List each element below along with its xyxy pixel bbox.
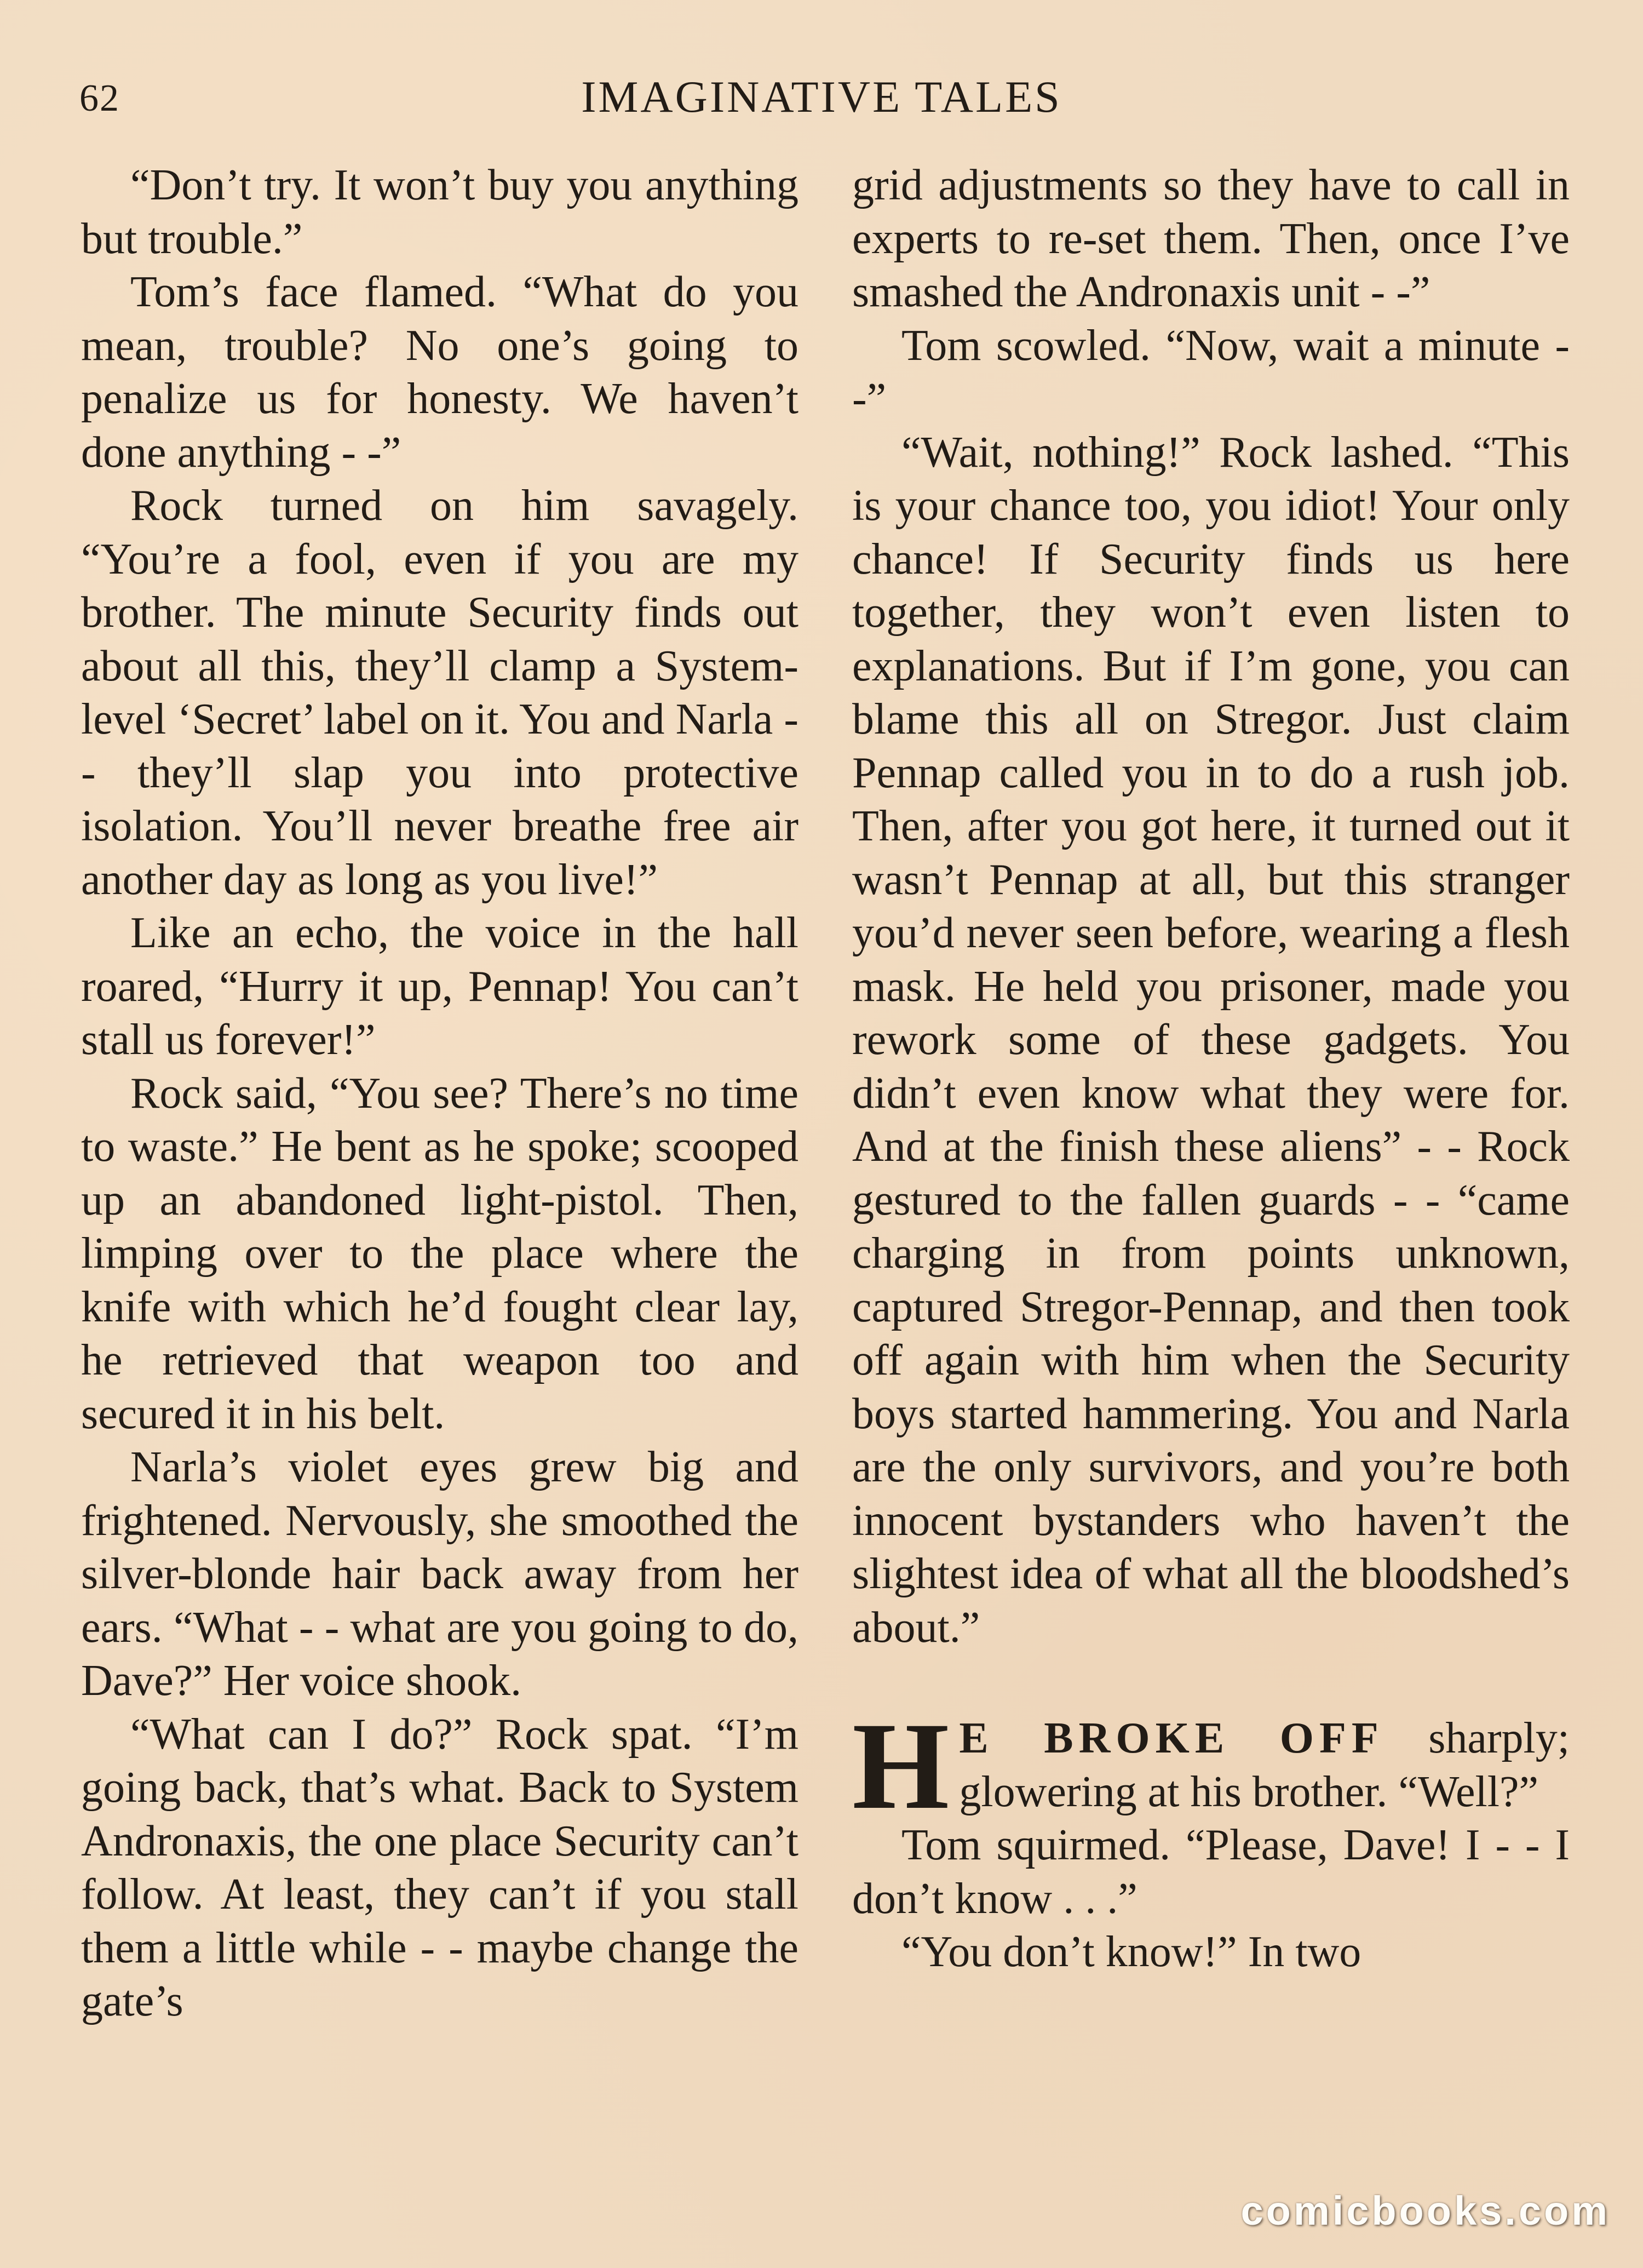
paragraph: “Don’t try. It won’t buy you anything but trouble.”: [81, 161, 798, 263]
watermark: comicbooks.com: [1240, 2188, 1610, 2233]
paragraph-text: sharply; glowering at his brother. “Well?”: [959, 1714, 1570, 1816]
paragraph: Narla’s violet eyes grew big and frightened. Nervously, she smoothed the silver-blonde hair back away from her ears. “What - - what are you going to do, Dave?” Her voice shook.: [81, 1443, 798, 1705]
paragraph: Tom’s face flamed. “What do you mean, trouble? No one’s going to penalize us for honesty. We haven’t done anything - -”: [81, 268, 798, 477]
running-head: IMAGINATIVE TALES: [581, 72, 1062, 122]
left-column: [81, 159, 798, 2029]
paragraph: Rock said, “You see? There’s no time to waste.” He bent as he spoke; scooped up an abandoned light-pistol. Then, limping over to the place where the knife with which he’d fought clear lay, he retrieved that weapon too and secured it in his belt.: [81, 1069, 798, 1438]
drop-cap: H: [852, 1697, 950, 1835]
paragraph: Tom scowled. “Now, wait a minute - -”: [852, 321, 1570, 423]
section-break: [852, 1654, 1570, 1712]
continued-paragraph: grid adjustments so they have to call in experts to re-set them. Then, once I’ve smashed the Andronaxis unit - -”: [852, 161, 1570, 316]
paragraph: Rock turned on him savagely. “You’re a fool, even if you are my brother. The minute Security finds out about all this, they’ll clamp a System-level ‘Secret’ label on it. You and Narla - - they’ll slap you into protective isolation. You’ll never breathe free air another day as long as you live!”: [81, 482, 798, 904]
paragraph: “Wait, nothing!” Rock lashed. “This is your chance too, you idiot! Your only chance! If Security finds us here together, they won’t even listen to explanations. But if I’m gone, you can blame this all on Stregor. Just claim Pennap called you in to do a rush job. Then, after you got here, it turned out it wasn’t Pennap at all, but this stranger you’d never seen before, wearing a flesh mask. He held you prisoner, made you rework some of these gadgets. You didn’t even know what they were for. And at the finish these aliens” - - Rock gestured to the fallen guards - - “came charging in from points unknown, captured Stregor-Pennap, and then took off again with him when the Security boys started hammering. You and Narla are the only survivors, and you’re both innocent bystanders who haven’t the slightest idea of what all the bloodshed’s about.”: [852, 428, 1570, 1652]
page-header: [79, 71, 1564, 126]
paragraph: Tom squirmed. “Please, Dave! I - - I don’t know . . .”: [852, 1821, 1570, 1923]
section-opening-paragraph: [852, 1697, 1570, 1835]
right-column: [852, 159, 1570, 1979]
lead-in-small-caps: E BROKE OFF: [959, 1714, 1384, 1762]
paragraph: “What can I do?” Rock spat. “I’m going back, that’s what. Back to System Andronaxis, the one place Security can’t follow. At least, they can’t if you stall them a little while - - maybe change the gate’s: [81, 1710, 798, 2025]
paragraph: Like an echo, the voice in the hall roared, “Hurry it up, Pennap! You can’t stall us forever!”: [81, 909, 798, 1064]
page-number: 62: [79, 77, 120, 119]
paragraph: “You don’t know!” In two: [901, 1928, 1361, 1976]
